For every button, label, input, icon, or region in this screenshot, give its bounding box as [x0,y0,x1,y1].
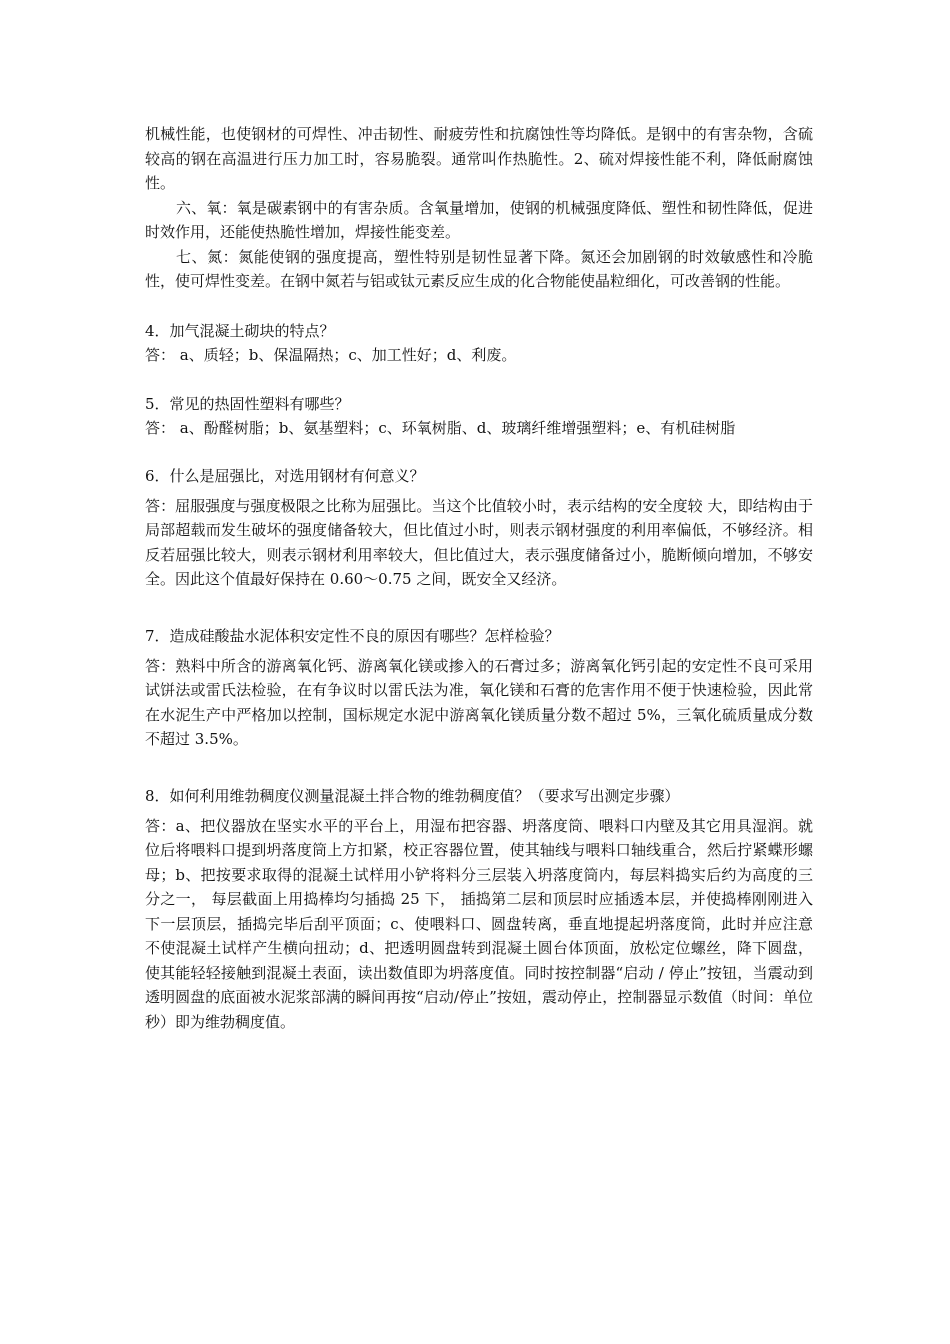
intro-paragraph-oxygen: 六、氧：氧是碳素钢中的有害杂质。含氧量增加，使钢的机械强度降低、塑性和韧性降低，促进时效作用，还能使热脆性增加，焊接性能变差。 [145,198,813,241]
spacer [145,440,813,464]
question-8: 8．如何利用维勃稠度仪测量混凝土拌合物的维勃稠度值？（要求写出测定步骤） [145,786,680,805]
question-7: 7．造成硅酸盐水泥体积安定性不良的原因有哪些？怎样检验？ [145,626,560,645]
intro-paragraph-1: 机械性能，也使钢材的可焊性、冲击韧性、耐疲劳性和抗腐蚀性等均降低。是钢中的有害杂物，含硫较高的钢在高温进行压力加工时，容易脆裂。通常叫作热脆性。2、硫对焊接性能不利，降低耐腐蚀性。 [145,125,813,192]
question-5: 5．常见的热固性塑料有哪些？ [145,394,350,413]
answer-8: 答：a、把仪器放在坚实水平的平台上，用湿布把容器、坍落度筒、喂料口内壁及其它用具湿润。就位后将喂料口提到坍落度筒上方扣紧，校正容器位置，使其轴线与喂料口轴线重合，然后拧紧蝶形螺母；b、把按要求取得的混凝土试样用小铲将料分三层装入坍落度筒内，每层料捣实后约为高度的三分之一， 每层截面上用捣棒均匀插捣 25 下， 插捣第二层和顶层时应插透本层，并使捣棒刚刚进入下一层顶层，插捣完毕后刮平顶面；c、使喂料口、圆盘转离，垂直地提起坍落度筒，此时并应注意不使混凝土试样产生横向扭动；d、把透明圆盘转到混凝土圆台体顶面，放松定位螺丝，降下圆盘，使其能轻轻接触到混凝土表面，读出数值即为坍落度值。同时按控制器“启动 / 停止”按钮，当震动到透明圆盘的底面被水泥浆部满的瞬间再按“启动/停止”按妞，震动停止，控制器显示数值（时间：单位秒）即为维勃稠度值。 [145,816,813,1031]
spacer [145,294,813,319]
intro-paragraph-nitrogen: 七、氮：氮能使钢的强度提高，塑性特别是韧性显著下降。氮还会加剧钢的时效敏感性和冷脆性，使可焊性变差。在钢中氮若与铝或钛元素反应生成的化合物能使晶粒细化，可改善钢的性能。 [145,247,813,290]
answer-7: 答：熟料中所含的游离氧化钙、游离氧化镁或掺入的石膏过多；游离氧化钙引起的安定性不良可采用试饼法或雷氏法检验，在有争议时以雷氏法为准，氧化镁和石膏的危害作用不便于快速检验，因此常在水泥生产中严格加以控制，国标规定水泥中游离氧化镁质量分数不超过 5%，三氧化硫质量成分数不超过 3.5%。 [145,656,813,748]
spacer [145,367,813,392]
answer-4: 答： a、质轻；b、保温隔热；c、加工性好；d、利废。 [145,345,517,364]
answer-6: 答：屈服强度与强度极限之比称为屈强比。当这个比值较小时，表示结构的安全度较 大，即结构由于局部超载而发生破坏的强度储备较大，但比值过小时，则表示钢材强度的利用率偏低，不够经济。相反若屈强比较大，则表示钢材利用率较大，但比值过大，表示强度储备过小，脆断倾向增加，不够安全。因此这个值最好保持在 0.60～0.75 之间，既安全又经济。 [145,496,813,588]
spacer [145,752,813,784]
spacer [145,592,813,624]
document-body [145,122,813,1034]
question-4: 4．加气混凝土砌块的特点？ [145,321,335,340]
answer-5: 答： a、酚醛树脂；b、氨基塑料；c、环氧树脂、d、玻璃纤维增强塑料；e、有机硅树脂 [145,418,736,437]
question-6: 6．什么是屈强比，对选用钢材有何意义？ [145,466,425,485]
